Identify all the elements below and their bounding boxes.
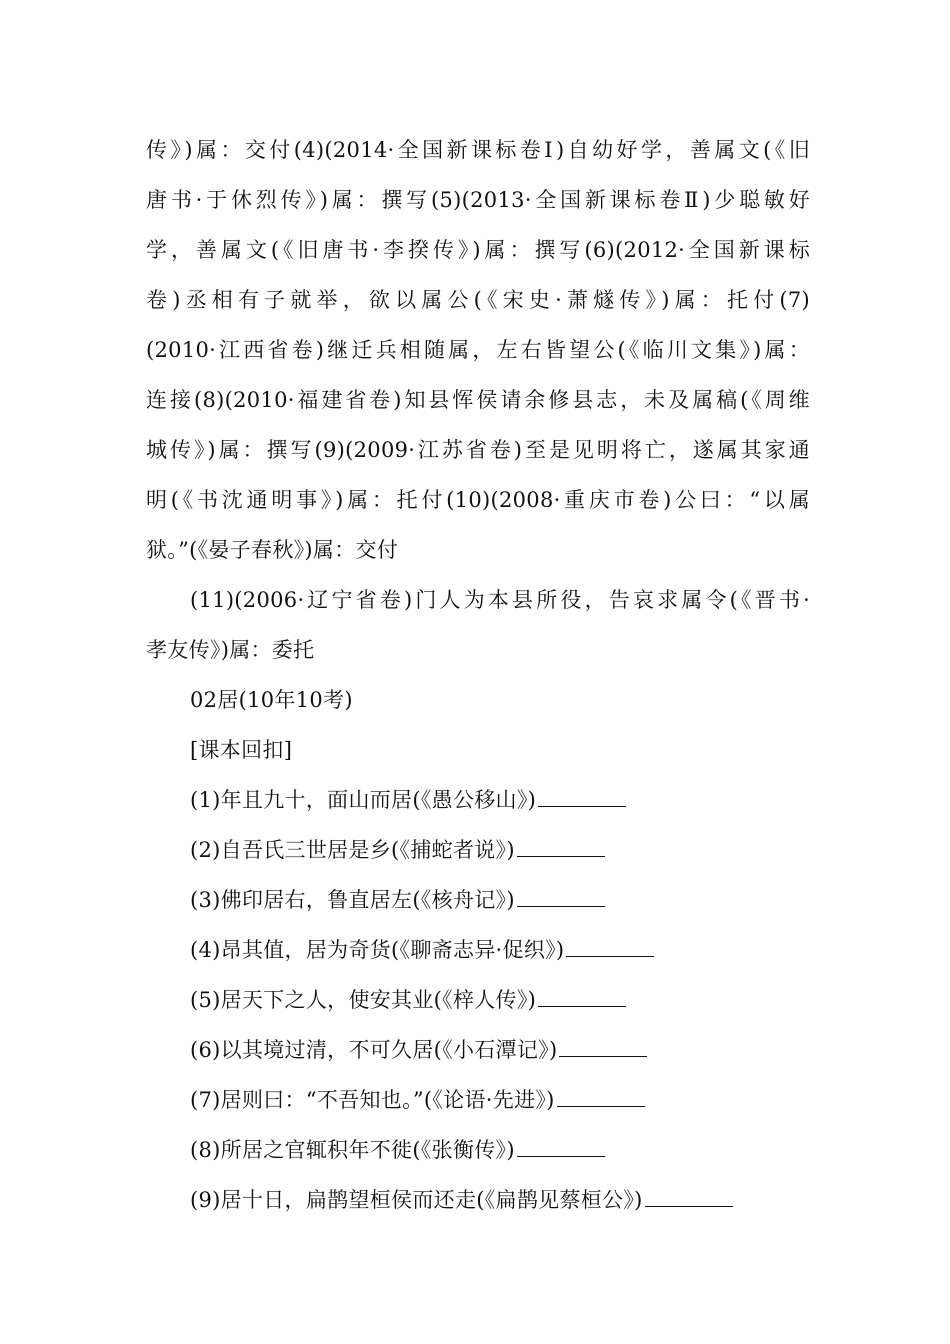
exercise-text: (2)自吾氏三世居是乡(《捕蛇者说》) bbox=[190, 838, 515, 862]
section-heading: 02居(10年10考) bbox=[190, 688, 353, 712]
paragraph-line: 狱。”(《晏子春秋》)属：交付 bbox=[146, 538, 399, 562]
paragraph-line: (11)(2006·辽宁省卷)门人为本县所役，告哀求属令(《晋书· bbox=[190, 588, 810, 612]
exercise-text: (9)居十日，扁鹊望桓侯而还走(《扁鹊见蔡桓公》) bbox=[190, 1188, 643, 1212]
exercise-text: (4)昂其值，居为奇货(《聊斋志异·促织》) bbox=[190, 938, 565, 962]
paragraph-line: 连接(8)(2010·福建省卷)知县恽侯请余修县志，未及属稿(《周维 bbox=[146, 388, 810, 412]
answer-blank[interactable] bbox=[559, 1036, 647, 1057]
paragraph-line: (2010·江西省卷)继迁兵相随属，左右皆望公(《临川文集》)属： bbox=[146, 338, 810, 362]
exercise-text: (1)年且九十，面山而居(《愚公移山》) bbox=[190, 788, 537, 812]
paragraph-line: 明(《书沈通明事》)属：托付(10)(2008·重庆市卷)公曰：“以属 bbox=[146, 488, 810, 512]
exercise-text: (8)所居之官辄积年不徙(《张衡传》) bbox=[190, 1138, 515, 1162]
answer-blank[interactable] bbox=[517, 1136, 605, 1157]
answer-blank[interactable] bbox=[538, 986, 626, 1007]
exercise-text: (6)以其境过清，不可久居(《小石潭记》) bbox=[190, 1038, 558, 1062]
exercise-item bbox=[190, 935, 810, 965]
exercise-item bbox=[190, 835, 810, 865]
exercise-item bbox=[190, 985, 810, 1015]
exercise-item bbox=[190, 1135, 810, 1165]
paragraph-line: 传》)属：交付(4)(2014·全国新课标卷Ⅰ)自幼好学，善属文(《旧 bbox=[146, 138, 810, 162]
answer-blank[interactable] bbox=[645, 1186, 733, 1207]
paragraph-line: 卷)丞相有子就举，欲以属公(《宋史·萧燧传》)属：托付(7) bbox=[146, 288, 810, 312]
subheading: [课本回扣] bbox=[190, 738, 293, 762]
paragraph-line: 唐书·于休烈传》)属：撰写(5)(2013·全国新课标卷Ⅱ)少聪敏好 bbox=[146, 188, 810, 212]
exercise-item bbox=[190, 885, 810, 915]
answer-blank[interactable] bbox=[557, 1086, 645, 1107]
answer-blank[interactable] bbox=[538, 786, 626, 807]
answer-blank[interactable] bbox=[517, 886, 605, 907]
paragraph-line: 孝友传》)属：委托 bbox=[146, 638, 315, 662]
answer-blank[interactable] bbox=[566, 936, 654, 957]
exercise-item bbox=[190, 1035, 810, 1065]
exercise-text: (7)居则曰：“不吾知也。”(《论语·先进》) bbox=[190, 1088, 555, 1112]
paragraph-line: 城传》)属：撰写(9)(2009·江苏省卷)至是见明将亡，遂属其家通 bbox=[146, 438, 810, 462]
exercise-item bbox=[190, 1085, 810, 1115]
exercise-text: (5)居天下之人，使安其业(《梓人传》) bbox=[190, 988, 537, 1012]
exercise-item bbox=[190, 785, 810, 815]
exercise-text: (3)佛印居右，鲁直居左(《核舟记》) bbox=[190, 888, 515, 912]
answer-blank[interactable] bbox=[517, 836, 605, 857]
exercise-item bbox=[190, 1185, 810, 1215]
paragraph-line: 学，善属文(《旧唐书·李揆传》)属：撰写(6)(2012·全国新课标 bbox=[146, 238, 810, 262]
